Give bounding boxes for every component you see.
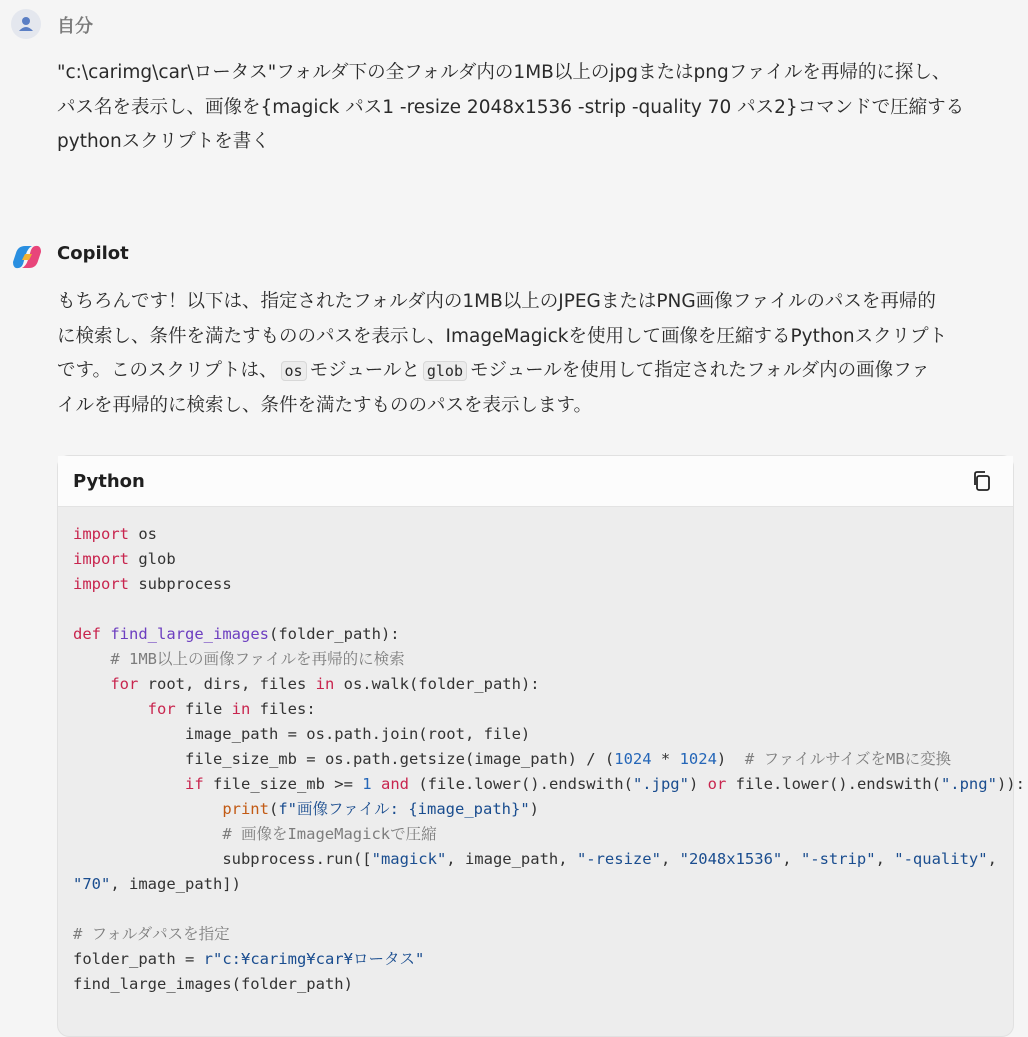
code-language-label: Python <box>73 470 145 492</box>
code-token: os.walk(folder_path): <box>334 675 540 693</box>
code-token: glob <box>129 550 176 568</box>
code-token: , <box>660 850 680 868</box>
code-token: ".jpg" <box>632 775 689 793</box>
copilot-message-text: モジュールと <box>309 360 420 381</box>
code-token: r"c:¥carimg¥car¥ロータス" <box>203 950 425 968</box>
code-content <box>58 507 1025 997</box>
code-token: "-quality" <box>894 850 988 868</box>
code-token: folder_path = <box>73 950 204 968</box>
code-token: file <box>175 700 232 718</box>
code-token: ".png" <box>940 775 997 793</box>
copilot-message <box>57 285 1012 423</box>
code-token: for <box>147 700 176 718</box>
copilot-avatar <box>10 240 44 274</box>
code-token: , image_path, <box>446 850 577 868</box>
code-token: find_large_images <box>110 625 269 643</box>
copilot-message-text: モジュールを使用して指定されたフォルダ内の画像ファ イルを再帰的に検索し、条件を満たすもののパスを表示します。 <box>57 360 930 416</box>
code-token: (file.lower().endswith( <box>408 775 633 793</box>
code-token: , image_path]) <box>110 875 241 893</box>
copy-icon <box>972 470 992 492</box>
code-token: , <box>782 850 801 868</box>
code-token: "-resize" <box>576 850 661 868</box>
code-token: "-strip" <box>800 850 876 868</box>
code-token: for <box>110 675 139 693</box>
copy-code-button[interactable] <box>969 468 995 494</box>
code-token: # 画像をImageMagickで圧縮 <box>222 825 437 843</box>
code-block-header <box>58 456 1013 507</box>
code-token: file_size_mb = os.path.getsize(image_path) / ( <box>184 750 615 768</box>
inline-code-os: os <box>281 361 307 381</box>
code-token: file.lower().endswith( <box>726 775 941 793</box>
code-token: , <box>875 850 895 868</box>
code-token: 1024 <box>679 750 717 768</box>
user-name: 自分 <box>57 16 93 37</box>
copilot-logo-icon <box>10 240 44 274</box>
code-token: import <box>73 575 129 593</box>
code-token: def <box>73 625 101 643</box>
user-avatar <box>11 9 41 39</box>
code-token: , <box>987 850 997 868</box>
code-token: ( <box>268 800 279 818</box>
code-token: in <box>231 700 251 718</box>
code-token: (folder_path): <box>268 625 400 643</box>
code-token: # ファイルサイズをMBに変換 <box>744 750 952 768</box>
code-token: find_large_images(folder_path) <box>73 975 353 993</box>
code-token <box>372 775 381 793</box>
code-token: ) <box>688 775 708 793</box>
copilot-name: Copilot <box>57 243 129 264</box>
code-token: import <box>73 550 129 568</box>
code-token: if <box>184 775 204 793</box>
code-token: ) <box>529 800 540 818</box>
code-block <box>57 455 1025 1037</box>
code-token: f"画像ファイル: {image_path}" <box>278 800 530 818</box>
code-token: image_path = os.path.join(root, file) <box>184 725 531 743</box>
code-token: * <box>651 750 680 768</box>
code-token: )): <box>996 775 1025 793</box>
code-token: subprocess.run([ <box>222 850 372 868</box>
code-token: 1024 <box>614 750 652 768</box>
code-token: and <box>380 775 409 793</box>
code-token: print <box>222 800 269 818</box>
user-message: "c:\carimg\car\ロータス"フォルダ下の全フォルダ内の1MB以上のjpgまたはpngファイルを再帰的に探し、 パス名を表示し、画像を{magick パス1 -resize 2048x1536 -strip -quality 70 パス2}コマンドで圧縮する pythonスクリプトを書く <box>57 62 965 152</box>
inline-code-glob: glob <box>423 361 467 381</box>
copilot-message-text: もちろんです！以下は、指定されたフォルダ内の1MB以上のJPEGまたはPNG画像ファイルのパスを再帰的 に検索し、条件を満たすもののパスを表示し、ImageMagickを使用して画像を圧縮するPythonスクリプト です。このスクリプトは、 <box>57 291 948 381</box>
code-token: "2048x1536" <box>679 850 783 868</box>
code-token: # 1MB以上の画像ファイルを再帰的に検索 <box>110 650 405 668</box>
code-token: in <box>315 675 335 693</box>
code-token: ) <box>716 750 745 768</box>
code-token: os <box>129 525 157 543</box>
code-token: or <box>707 775 727 793</box>
code-token: # フォルダパスを指定 <box>73 925 230 943</box>
code-token: root, dirs, files <box>138 675 316 693</box>
code-token: import <box>73 525 129 543</box>
code-token: file_size_mb >= <box>203 775 363 793</box>
user-avatar-icon <box>16 14 36 34</box>
code-token: files: <box>250 700 316 718</box>
code-token: 1 <box>362 775 372 793</box>
code-token: "70" <box>73 875 111 893</box>
code-token: subprocess <box>129 575 232 593</box>
code-token: "magick" <box>371 850 447 868</box>
